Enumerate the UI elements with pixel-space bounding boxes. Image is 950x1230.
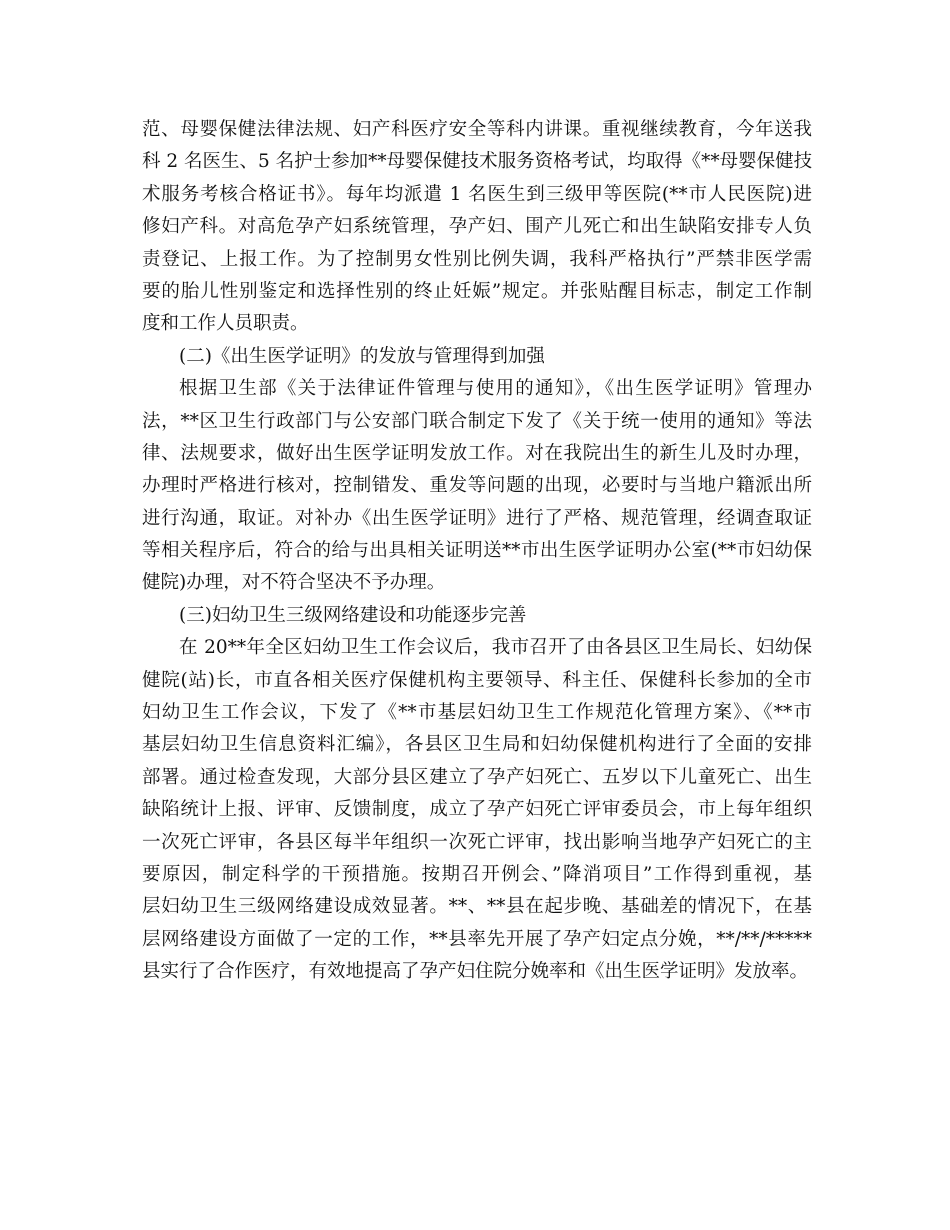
text-line: 范、母婴保健法律法规、妇产科医疗安全等科内讲课。重视继续教育，今年送我	[142, 119, 812, 140]
section-heading: (二)《出生医学证明》的发放与管理得到加强	[179, 345, 545, 367]
text-line: 基层妇幼卫生信息资料汇编》，各县区卫生局和妇幼保健机构进行了全面的安排	[142, 734, 812, 756]
text-line: 一次死亡评审，各县区每半年组织一次死亡评审，找出影响当地孕产妇死亡的主	[142, 831, 812, 853]
text-line: 科 2 名医生、5 名护士参加**母婴保健技术服务资格考试，均取得《**母婴保健技	[142, 151, 813, 173]
text-line: 度和工作人员职责。	[142, 313, 309, 335]
text-line: 办理时严格进行核对，控制错发、重发等问题的出现，必要时与当地户籍派出所	[142, 475, 812, 497]
text-line: 术服务考核合格证书》。每年均派遣 1 名医生到三级甲等医院(**市人民医院)进	[142, 183, 812, 205]
text-line: 在 20**年全区妇幼卫生工作会议后，我市召开了由各县区卫生局长、妇幼保	[179, 637, 812, 659]
paragraph-network-building	[142, 632, 812, 988]
text-line: 要的胎儿性别鉴定和选择性别的终止妊娠”规定。并张贴醒目标志，制定工作制	[142, 280, 812, 302]
section-heading: (三)妇幼卫生三级网络建设和功能逐步完善	[179, 604, 527, 626]
text-line: 根据卫生部《关于法律证件管理与使用的通知》，《出生医学证明》管理办	[179, 378, 812, 400]
text-line: 缺陷统计上报、评审、反馈制度，成立了孕产妇死亡评审委员会，市上每年组织	[142, 799, 812, 821]
text-line: 县实行了合作医疗，有效地提高了孕产妇住院分娩率和《出生医学证明》发放率。	[142, 961, 809, 983]
text-line: 要原因，制定科学的干预措施。按期召开例会、”降消项目”工作得到重视，基	[142, 863, 812, 885]
text-line: 健院)办理，对不符合坚决不予办理。	[142, 572, 446, 594]
text-line: 健院(站)长，市直各相关医疗保健机构主要领导、科主任、保健科长参加的全市	[142, 669, 812, 691]
text-line: 等相关程序后，符合的给与出具相关证明送**市出生医学证明办公室(**市妇幼保	[142, 540, 812, 562]
text-line: 层网络建设方面做了一定的工作，**县率先开展了孕产妇定点分娩，**/**/*****	[142, 928, 812, 950]
paragraph-birth-certificate	[142, 373, 812, 600]
text-line: 部署。通过检查发现，大部分县区建立了孕产妇死亡、五岁以下儿童死亡、出生	[142, 766, 812, 788]
text-line: 律、法规要求，做好出生医学证明发放工作。对在我院出生的新生儿及时办理，	[142, 442, 812, 464]
text-line: 妇幼卫生工作会议，下发了《**市基层妇幼卫生工作规范化管理方案》、《**市	[142, 702, 812, 724]
section-heading-birth-certificate	[142, 341, 812, 373]
text-line: 进行沟通，取证。对补办《出生医学证明》进行了严格、规范管理，经调查取证	[142, 507, 812, 529]
text-line: 层妇幼卫生三级网络建设成效显著。**、**县在起步晚、基础差的情况下，在基	[142, 896, 812, 918]
document-body	[142, 114, 812, 989]
section-heading-network	[142, 600, 812, 632]
text-line: 法，**区卫生行政部门与公安部门联合制定下发了《关于统一使用的通知》等法	[142, 410, 812, 432]
text-line: 修妇产科。对高危孕产妇系统管理，孕产妇、围产儿死亡和出生缺陷安排专人负	[142, 216, 812, 238]
paragraph-maternal-training	[142, 114, 812, 341]
text-line: 责登记、上报工作。为了控制男女性别比例失调，我科严格执行”严禁非医学需	[142, 248, 812, 270]
